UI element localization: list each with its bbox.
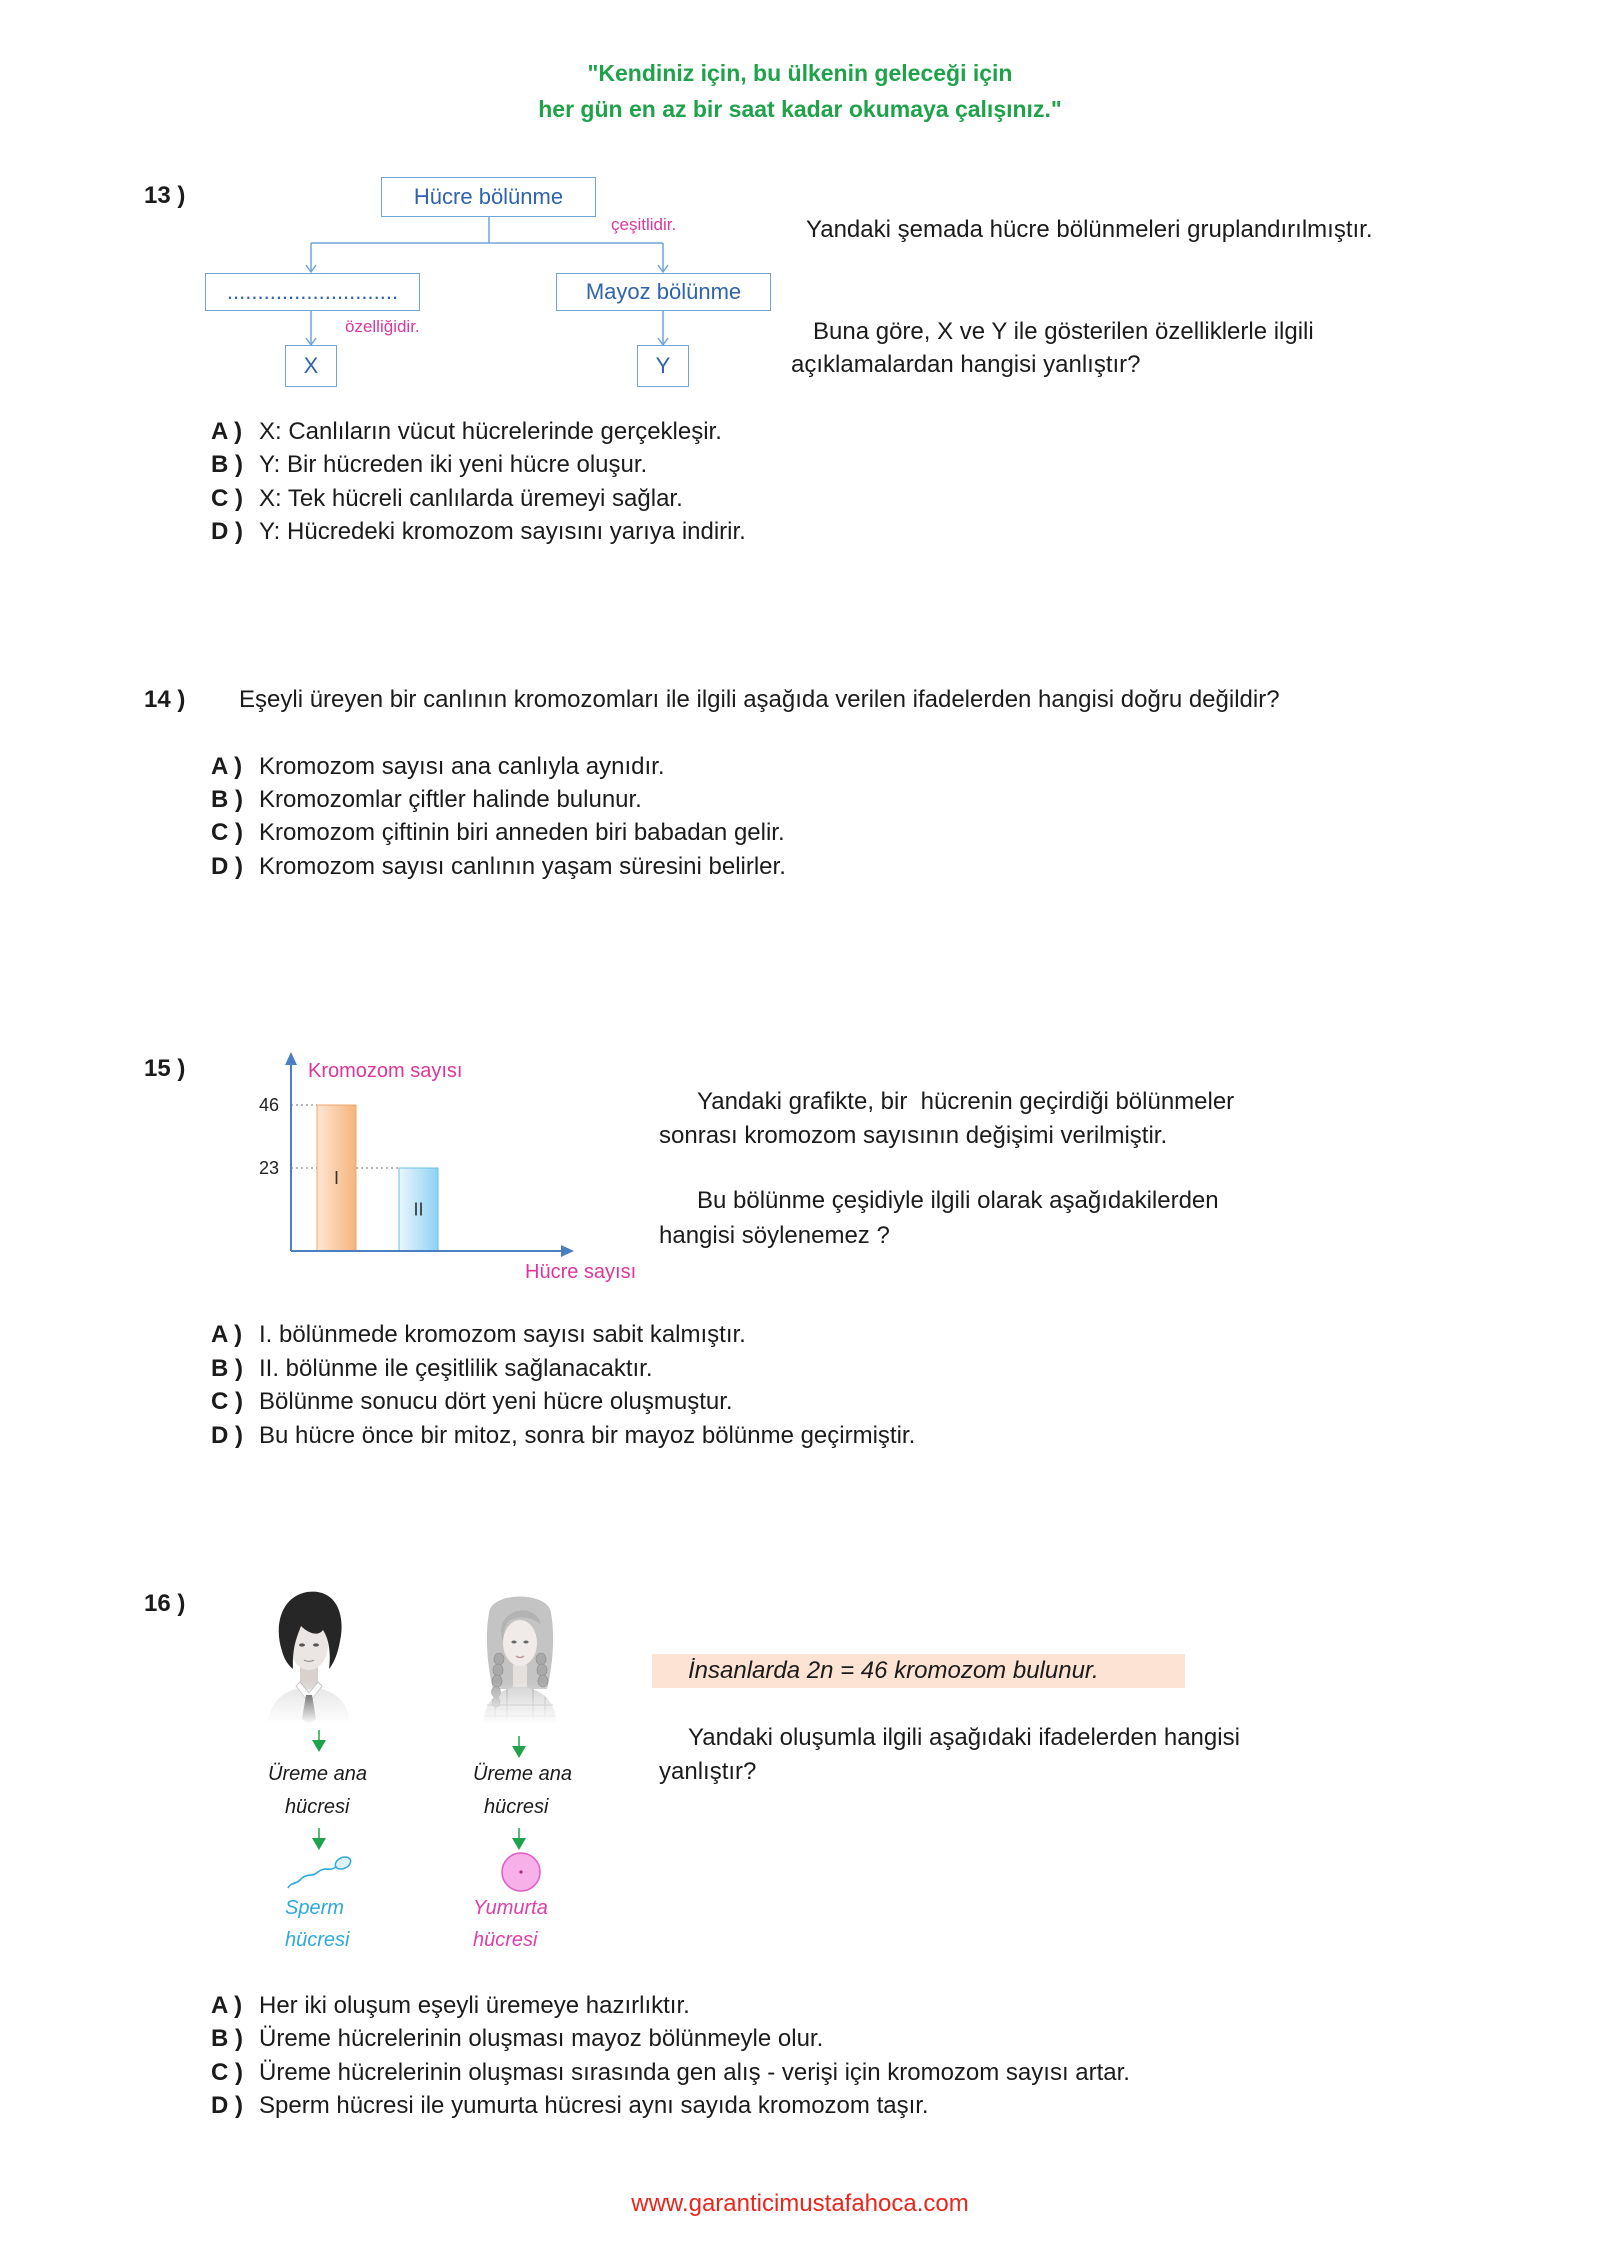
option-letter: D ) — [211, 518, 243, 545]
diagram-root-box: Hücre bölünme — [381, 177, 596, 217]
question-13-text-line-3: açıklamalardan hangisi yanlıştır? — [791, 351, 1141, 378]
question-13-number: 13 ) — [144, 182, 186, 209]
option-letter: B ) — [211, 1355, 243, 1382]
chart-y-axis-arrow-icon — [285, 1052, 297, 1065]
option-letter: B ) — [211, 2025, 243, 2052]
sperm-cell-icon — [285, 1852, 357, 1892]
fade-overlay — [262, 1585, 356, 1724]
question-13-text-line-1: Yandaki şemada hücre bölünmeleri gruplandırılmıştır. — [806, 216, 1373, 243]
chart-ytick-label-1: 23 — [259, 1158, 280, 1178]
option-text: Her iki oluşum eşeyli üremeye hazırlıktır. — [259, 1992, 690, 2019]
option-letter: D ) — [211, 1422, 243, 1449]
question-14-option-d — [211, 851, 786, 883]
option-letter: C ) — [211, 819, 243, 846]
down-arrow-icon — [309, 1730, 329, 1754]
fade-overlay — [473, 1585, 567, 1724]
diagram-x-box: X — [285, 345, 337, 387]
option-text: X: Tek hücreli canlılarda üremeyi sağlar. — [259, 485, 683, 512]
option-text: Kromozom sayısı ana canlıyla aynıdır. — [259, 753, 665, 780]
down-arrow-icon — [309, 1828, 329, 1852]
male-parent-cell-label-1: Üreme ana — [268, 1763, 367, 1785]
chart-y-axis-label: Kromozom sayısı — [308, 1060, 463, 1082]
question-16-number: 16 ) — [144, 1590, 186, 1617]
sperm-cell-label-1: Sperm — [285, 1897, 344, 1919]
question-14-option-c — [211, 817, 785, 849]
question-13-option-b — [211, 449, 647, 481]
option-letter: A ) — [211, 753, 243, 780]
diagram-right-box: Mayoz bölünme — [556, 273, 771, 311]
diagram-y-box: Y — [637, 345, 689, 387]
option-text: Üreme hücrelerinin oluşması mayoz bölünmeyle olur. — [259, 2025, 824, 2052]
chart-ytick-label-0: 46 — [259, 1095, 280, 1115]
question-13-option-d — [211, 516, 746, 548]
question-14-option-a — [211, 751, 665, 783]
question-14-text: Eşeyli üreyen bir canlının kromozomları ile ilgili aşağıda verilen ifadelerden hangisi doğru değildir? — [239, 686, 1280, 713]
option-letter: D ) — [211, 853, 243, 880]
question-15-text-line-2: sonrası kromozom sayısının değişimi verilmiştir. — [659, 1122, 1168, 1149]
diagram-left-blank-box: ............................ — [205, 273, 420, 311]
option-letter: A ) — [211, 1321, 243, 1348]
chromosome-info-highlight: İnsanlarda 2n = 46 kromozom bulunur. — [652, 1654, 1185, 1688]
footer-website-link[interactable]: www.garanticimustafahoca.com — [631, 2190, 969, 2217]
question-15-option-a — [211, 1319, 746, 1351]
chromosome-bar-chart — [240, 1040, 660, 1285]
option-text: Üreme hücrelerinin oluşması sırasında gen alış - verişi için kromozom sayısı artar. — [259, 2059, 1130, 2086]
option-text: X: Canlıların vücut hücrelerinde gerçekleşir. — [259, 418, 722, 445]
question-13-text-line-2: Buna göre, X ve Y ile gösterilen özelliklerle ilgili — [813, 318, 1314, 345]
question-13-option-a — [211, 416, 722, 448]
diagram-root-note: çeşitlidir. — [611, 215, 677, 234]
question-16-option-a — [211, 1990, 690, 2022]
down-arrow-icon — [509, 1736, 529, 1760]
header-quote-line-2: her gün en az bir saat kadar okumaya çalışınız." — [538, 96, 1062, 122]
question-16-text-line-1: Yandaki oluşumla ilgili aşağıdaki ifadelerden hangisi — [688, 1724, 1240, 1751]
man-portrait — [262, 1585, 356, 1724]
question-16-option-b — [211, 2023, 823, 2055]
question-16-text-line-2: yanlıştır? — [659, 1758, 757, 1785]
female-parent-cell-label-2: hücresi — [484, 1796, 549, 1818]
option-letter: C ) — [211, 2059, 243, 2086]
header-quote-line-1: "Kendiniz için, bu ülkenin geleceği için — [587, 60, 1013, 86]
option-letter: C ) — [211, 1388, 243, 1415]
down-arrow-icon — [509, 1828, 529, 1852]
option-text: Sperm hücresi ile yumurta hücresi aynı sayıda kromozom taşır. — [259, 2092, 929, 2119]
option-text: Kromozomlar çiftler halinde bulunur. — [259, 786, 642, 813]
question-15-option-d — [211, 1420, 915, 1452]
option-letter: C ) — [211, 485, 243, 512]
question-16-option-c — [211, 2057, 1130, 2089]
chart-bar-label-0: I — [333, 1168, 340, 1188]
male-parent-cell-label-2: hücresi — [285, 1796, 350, 1818]
question-15-text-line-4: hangisi söylenemez ? — [659, 1222, 890, 1249]
chart-x-axis-label: Hücre sayısı — [525, 1261, 637, 1283]
option-text: II. bölünme ile çeşitlilik sağlanacaktır. — [259, 1355, 653, 1382]
question-15-number: 15 ) — [144, 1055, 186, 1082]
question-16-option-d — [211, 2090, 929, 2122]
option-text: Bölünme sonucu dört yeni hücre oluşmuştur. — [259, 1388, 733, 1415]
option-letter: B ) — [211, 451, 243, 478]
question-15-text-line-1: Yandaki grafikte, bir hücrenin geçirdiği bölünmeler — [697, 1088, 1235, 1115]
question-15-option-c — [211, 1386, 733, 1418]
question-13-option-c — [211, 483, 683, 515]
option-letter: A ) — [211, 1992, 243, 2019]
egg-cell-label-2: hücresi — [473, 1929, 538, 1951]
egg-cell-icon — [499, 1850, 543, 1894]
chart-bar-label-1: II — [413, 1199, 424, 1220]
question-14-option-b — [211, 784, 642, 816]
option-text: Bu hücre önce bir mitoz, sonra bir mayoz bölünme geçirmiştir. — [259, 1422, 916, 1449]
option-text: Kromozom sayısı canlının yaşam süresini belirler. — [259, 853, 786, 880]
option-text: Y: Hücredeki kromozom sayısını yarıya indirir. — [259, 518, 746, 545]
option-text: Y: Bir hücreden iki yeni hücre oluşur. — [259, 451, 648, 478]
woman-portrait — [473, 1585, 567, 1724]
option-text: I. bölünmede kromozom sayısı sabit kalmıştır. — [259, 1321, 746, 1348]
diagram-left-note: özelliğidir. — [345, 317, 420, 336]
question-15-option-b — [211, 1353, 653, 1385]
option-letter: B ) — [211, 786, 243, 813]
egg-cell-label-1: Yumurta — [473, 1897, 548, 1919]
sperm-cell-label-2: hücresi — [285, 1929, 350, 1951]
question-15-text-line-3: Bu bölünme çeşidiyle ilgili olarak aşağıdakilerden — [697, 1187, 1219, 1214]
female-parent-cell-label-1: Üreme ana — [473, 1763, 572, 1785]
option-text: Kromozom çiftinin biri anneden biri babadan gelir. — [259, 819, 785, 846]
option-letter: D ) — [211, 2092, 243, 2119]
option-letter: A ) — [211, 418, 243, 445]
question-14-number: 14 ) — [144, 686, 186, 713]
chart-x-axis-arrow-icon — [561, 1245, 574, 1257]
